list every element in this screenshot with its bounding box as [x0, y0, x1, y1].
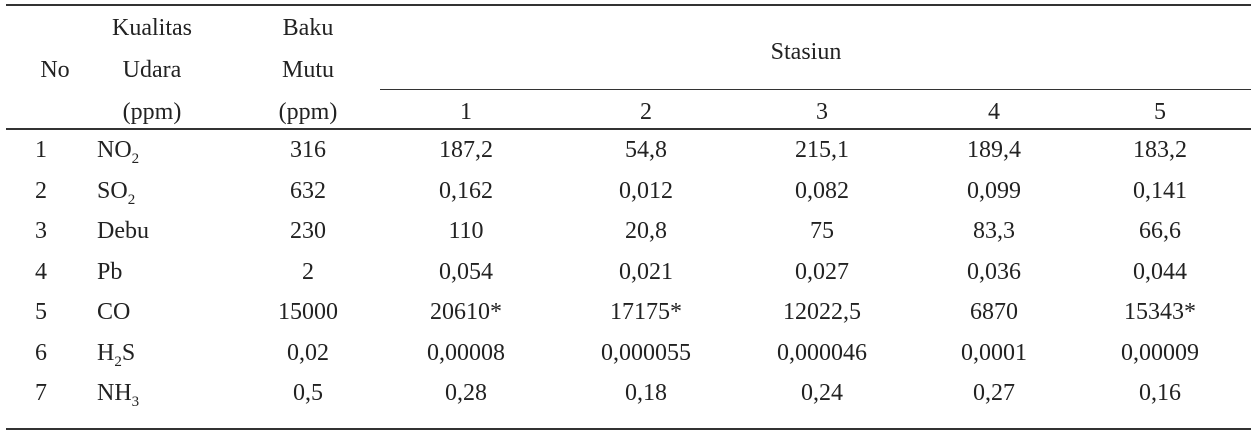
station-2-value: 0,021 [619, 259, 673, 285]
header-baku-line-3: (ppm) [278, 99, 338, 125]
station-3-value: 0,000046 [777, 340, 867, 366]
station-group-rule [380, 89, 1251, 90]
header-station-4: 4 [988, 99, 1000, 125]
station-5-value: 66,6 [1139, 218, 1181, 244]
baku-mutu-value: 632 [290, 178, 326, 204]
baku-mutu-value: 230 [290, 218, 326, 244]
station-2-value: 0,012 [619, 178, 673, 204]
row-number: 1 [35, 137, 47, 163]
parameter-main: Pb [97, 259, 123, 285]
header-station-1: 1 [460, 99, 472, 125]
station-3-value: 75 [810, 218, 834, 244]
station-2-value: 0,18 [625, 380, 667, 406]
baku-mutu-value: 316 [290, 137, 326, 163]
station-1-value: 110 [448, 218, 484, 244]
station-1-value: 0,28 [445, 380, 487, 406]
header-no: No [40, 57, 70, 83]
parameter-name [97, 339, 136, 370]
station-4-value: 6870 [970, 299, 1018, 325]
station-2-value: 20,8 [625, 218, 667, 244]
parameter-name [97, 217, 149, 245]
station-1-value: 187,2 [439, 137, 493, 163]
table-bottom-rule [6, 428, 1251, 430]
parameter-name [97, 136, 140, 167]
station-4-value: 83,3 [973, 218, 1015, 244]
station-5-value: 0,141 [1133, 178, 1187, 204]
station-5-value: 0,044 [1133, 259, 1187, 285]
parameter-subscript: 2 [114, 354, 122, 370]
parameter-name [97, 258, 122, 286]
baku-mutu-value: 0,5 [293, 380, 323, 406]
station-4-value: 0,27 [973, 380, 1015, 406]
station-1-value: 0,054 [439, 259, 493, 285]
parameter-name [97, 177, 136, 208]
header-baku-line-1: Baku [282, 15, 334, 41]
parameter-subscript: 3 [131, 394, 140, 410]
station-4-value: 0,099 [967, 178, 1021, 204]
parameter-main: SO [97, 178, 128, 204]
table-top-rule [6, 4, 1251, 6]
parameter-name [97, 379, 140, 410]
row-number: 5 [35, 299, 47, 325]
station-5-value: 0,00009 [1121, 340, 1199, 366]
station-1-value: 0,00008 [427, 340, 505, 366]
station-1-value: 20610* [430, 299, 502, 325]
station-3-value: 0,082 [795, 178, 849, 204]
header-bottom-rule [6, 128, 1251, 130]
baku-mutu-value: 15000 [278, 299, 338, 325]
station-2-value: 17175* [610, 299, 682, 325]
station-4-value: 0,0001 [961, 340, 1027, 366]
parameter-subscript: 2 [131, 151, 140, 167]
station-3-value: 0,24 [801, 380, 843, 406]
header-kualitas-line-2: Udara [122, 57, 182, 83]
baku-mutu-value: 0,02 [287, 340, 329, 366]
station-5-value: 15343* [1124, 299, 1196, 325]
station-3-value: 12022,5 [783, 299, 861, 325]
header-stasiun: Stasiun [770, 39, 842, 65]
parameter-tail: S [121, 340, 136, 366]
station-2-value: 54,8 [625, 137, 667, 163]
station-5-value: 0,16 [1139, 380, 1181, 406]
parameter-main: CO [97, 299, 131, 325]
header-baku-line-2: Mutu [281, 57, 335, 83]
station-5-value: 183,2 [1133, 137, 1187, 163]
station-1-value: 0,162 [439, 178, 493, 204]
station-4-value: 189,4 [967, 137, 1021, 163]
header-station-2: 2 [640, 99, 652, 125]
parameter-name [97, 298, 130, 326]
parameter-main: Debu [97, 218, 149, 244]
station-3-value: 215,1 [795, 137, 849, 163]
header-station-3: 3 [816, 99, 828, 125]
station-3-value: 0,027 [795, 259, 849, 285]
parameter-main: NH [97, 380, 132, 406]
station-4-value: 0,036 [967, 259, 1021, 285]
row-number: 4 [35, 259, 47, 285]
row-number: 2 [35, 178, 47, 204]
row-number: 6 [35, 340, 47, 366]
parameter-main: H [97, 340, 115, 366]
header-station-5: 5 [1154, 99, 1166, 125]
header-kualitas-line-1: Kualitas [112, 15, 192, 41]
row-number: 3 [35, 218, 47, 244]
parameter-subscript: 2 [127, 192, 136, 208]
station-2-value: 0,000055 [601, 340, 691, 366]
row-number: 7 [35, 380, 47, 406]
header-kualitas-line-3: (ppm) [122, 99, 182, 125]
parameter-main: NO [97, 137, 132, 163]
baku-mutu-value: 2 [302, 259, 314, 285]
